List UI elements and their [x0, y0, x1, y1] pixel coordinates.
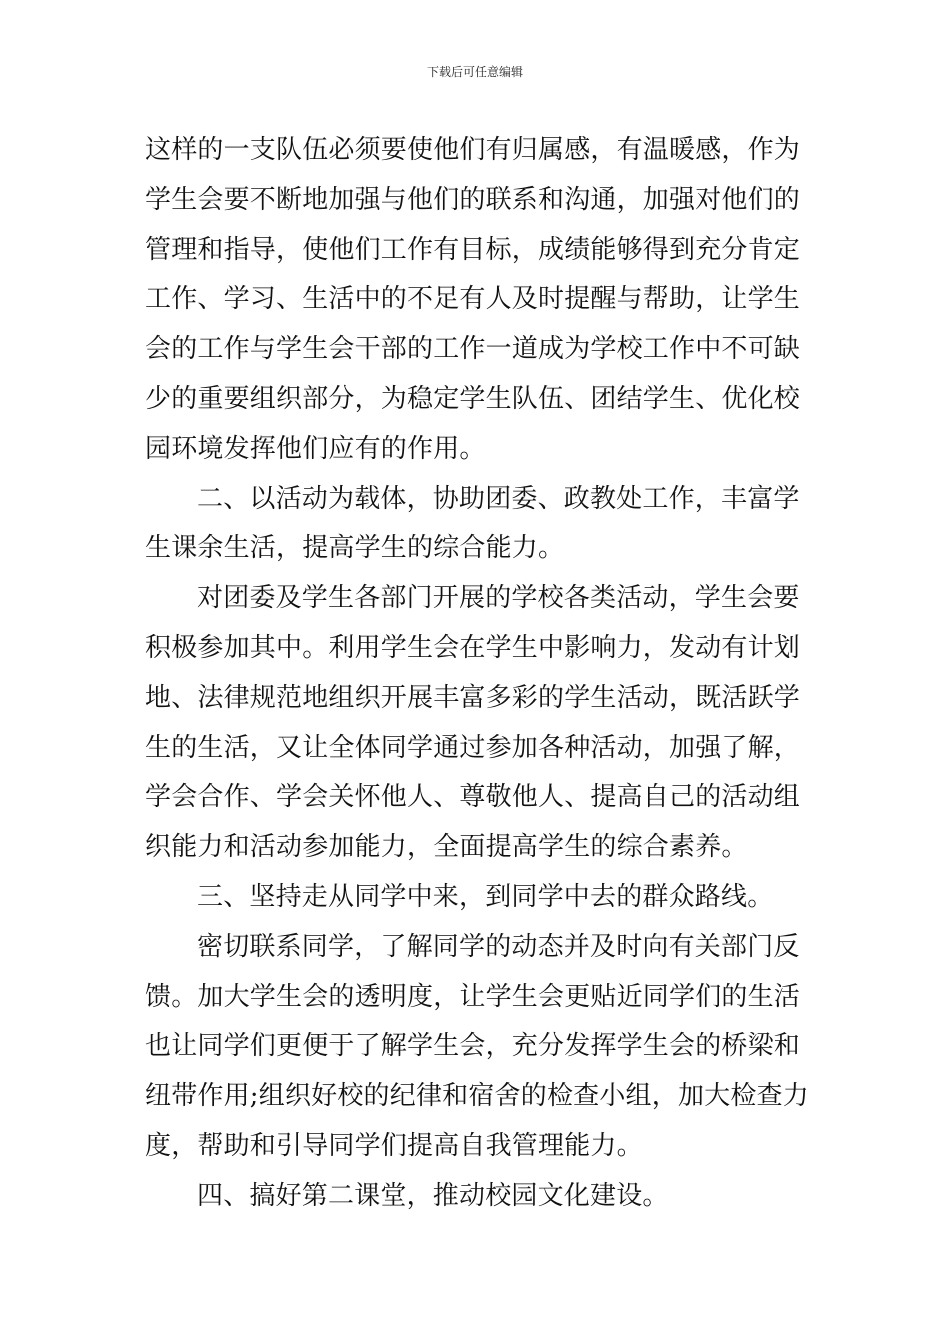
text-line: 会的工作与学生会干部的工作一道成为学校工作中不可缺	[145, 334, 801, 365]
text-line: 生的生活，又让全体同学通过参加各种活动，加强了解，	[145, 732, 801, 763]
paragraph-start: 密切联系同学，了解同学的动态并及时向有关部门反	[197, 931, 800, 962]
paragraph-start: 对团委及学生各部门开展的学校各类活动，学生会要	[197, 583, 800, 614]
text-line: 管理和指导，使他们工作有目标，成绩能够得到充分肯定	[145, 234, 801, 265]
text-line: 纽带作用;组织好校的纪律和宿舍的检查小组，加大检查力	[145, 1081, 809, 1112]
text-line: 园环境发挥他们应有的作用。	[145, 433, 486, 464]
text-line: 度，帮助和引导同学们提高自我管理能力。	[145, 1130, 643, 1161]
text-line: 织能力和活动参加能力，全面提高学生的综合素养。	[145, 832, 748, 863]
document-body	[145, 126, 815, 1222]
text-line: 少的重要组织部分，为稳定学生队伍、团结学生、优化校	[145, 383, 801, 414]
text-line: 积极参加其中。利用学生会在学生中影响力，发动有计划	[145, 632, 801, 663]
text-line: 学会合作、学会关怀他人、尊敬他人、提高自己的活动组	[145, 782, 801, 813]
page-header: 下载后可任意编辑	[426, 65, 523, 79]
section-heading-3: 三、坚持走从同学中来，到同学中去的群众路线。	[197, 881, 774, 912]
text-line: 工作、学习、生活中的不足有人及时提醒与帮助，让学生	[145, 284, 801, 315]
text-line: 也让同学们更便于了解学生会，充分发挥学生会的桥梁和	[145, 1031, 801, 1062]
section-heading-4: 四、搞好第二课堂，推动校园文化建设。	[197, 1180, 669, 1211]
section-heading-2: 二、以活动为载体，协助团委、政教处工作，丰富学	[197, 483, 800, 514]
text-line: 生课余生活，提高学生的综合能力。	[145, 533, 565, 564]
text-line: 学生会要不断地加强与他们的联系和沟通，加强对他们的	[145, 184, 801, 215]
text-line: 这样的一支队伍必须要使他们有归属感，有温暖感，作为	[145, 135, 801, 165]
text-line: 地、法律规范地组织开展丰富多彩的学生活动，既活跃学	[145, 682, 801, 713]
text-line: 馈。加大学生会的透明度，让学生会更贴近同学们的生活	[145, 981, 801, 1012]
